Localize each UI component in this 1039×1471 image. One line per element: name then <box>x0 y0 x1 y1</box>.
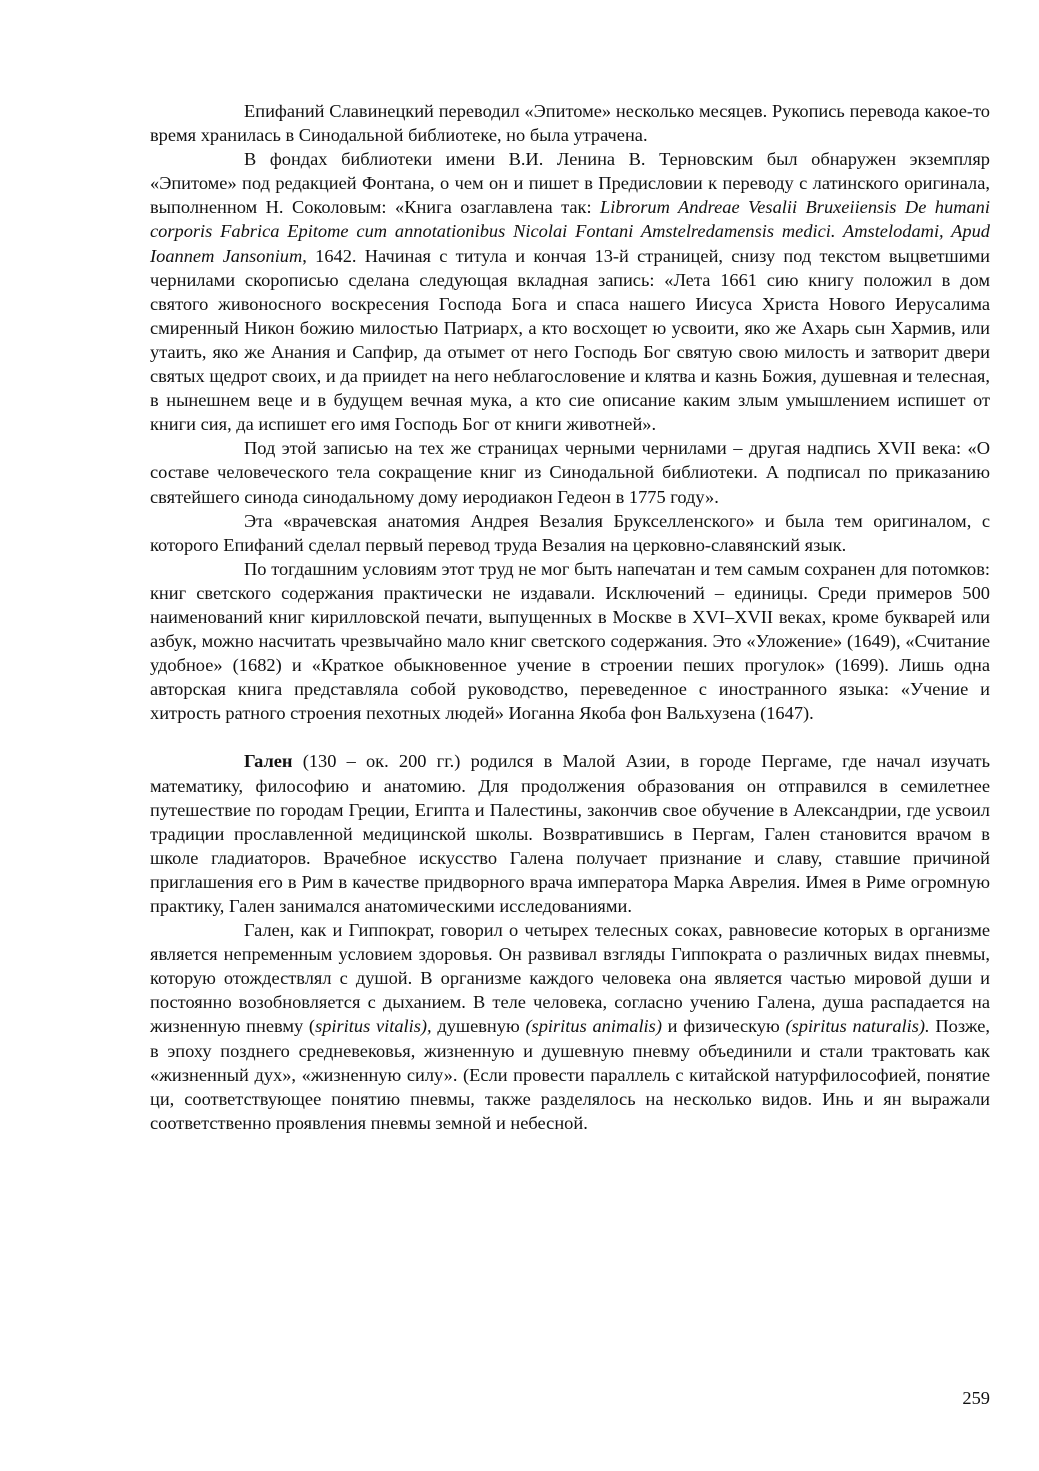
italic-text: Librorum Andreae Vesalii Bruxeiiensis De humani corporis Fabrica Epitome cum annotationibus Nicolai Fontani Amstelredamensis medici. Amstelodami, Apud Ioannem Jansonium <box>150 197 990 266</box>
paragraph <box>150 99 990 147</box>
paragraph <box>150 557 990 726</box>
text-segment: Епифаний Славинецкий переводил «Эпитоме» несколько месяцев. Рукопись перевода какое-то время хранилась в Синодальной библиотеке, но была утрачена. <box>150 101 990 146</box>
italic-text: spiritus vitalis), <box>315 1016 432 1037</box>
term-heading: Гален <box>244 751 293 772</box>
text-segment: душевную <box>431 1016 526 1037</box>
page-number: 259 <box>962 1388 990 1408</box>
italic-text: (spiritus naturalis). <box>785 1016 930 1037</box>
text-segment: (130 – ок. 200 гг.) родился в Малой Азии, в городе Пергаме, где начал изучать математику, философию и анатомию. Для продолжения образования он отправился в семилетнее путешествие по городам Греции, Египта и Палестины, закончив свое обучение в Александрии, где усвоил традиции прославленной медицинской школы. Возвратившись в Пергам, Гален становится врачом в школе гладиаторов. Врачебное искусство Галена получает признание и славу, ставшие причиной приглашения его в Рим в качестве придворного врача императора Марка Аврелия. Имея в Риме огромную практику, Гален занимался анатомическими исследованиями. <box>150 751 990 916</box>
text-segment: Эта «врачевская анатомия Андрея Везалия Брукселленского» и была тем оригиналом, с которого Епифаний сделал первый перевод труда Везалия на церковно-славянский язык. <box>150 510 990 555</box>
paragraph <box>150 918 990 1135</box>
paragraph <box>150 436 990 508</box>
text-segment: и физическую <box>661 1016 786 1037</box>
text-segment: , 1642. Начиная с титула и кончая 13-й страницей, снизу под текстом выцветшими чернилами скорописью сделана следующая вкладная запись: «Лета 1661 сию книгу положил в дом святого живоносного воскресения Господа Бога и спаса нашего Иисуса Христа Нового Иерусалима смиренный Никон божию милостью Патриарх, а кто восхощет ю усвоити, яко же Ахарь сын Хармив, или утаить, яко же Анания и Сапфир, да отымет от него Господь Бог святую свою милость и затворит двери святых щедрот своих, и да приидет на него неблагословение и клятва и казнь Божия, душевная и телесная, в нынешнем веце и в будущем вечная мука, а кто сие описание каким злым умышлением испишет от книги сия, да испишет его имя Господь Бог от книги животней». <box>150 245 990 435</box>
paragraph <box>150 509 990 557</box>
text-segment: По тогдашним условиям этот труд не мог быть напечатан и тем самым сохранен для потомков: книг светского содержания практически не издавали. Исключений – единицы. Среди примеров 500 наименований книг кирилловской печати, выпущенных в Москве в XVI–XVII веках, кроме букварей или азбук, можно насчитать чрезвычайно мало книг светского содержания. Это «Уложение» (1649), «Считание удобное» (1682) и «Краткое обыкновенное учение в строении пеших прогулок» (1699). Лишь одна авторская книга представляла собой руководство, переведенное с иностранного языка: «Учение и хитрость ратного строения пехотных людей» Иоганна Якоба фон Вальхузена (1647). <box>150 558 990 724</box>
italic-text: (spiritus animalis) <box>525 1016 662 1037</box>
paragraph <box>150 147 990 436</box>
text-segment: Позже, в эпоху позднего средневековья, жизненную и душевную пневму объединили и стали трактовать как «жизненный дух», «жизненную силу». (Если провести параллель с китайской натурфилософией, понятие ци, соответствующее понятию пневмы, также разделялось на несколько видов. Инь и ян выражали соответственно проявления пневмы земной и небесной. <box>150 1016 991 1133</box>
paragraph <box>150 749 990 918</box>
document-body <box>150 99 990 1135</box>
text-segment: Под этой записью на тех же страницах черными чернилами – другая надпись XVII века: «О составе человеческого тела сокращение книг из Синодальной библиотеки. А подписал по приказанию святейшего синода синодальному дому иеродиакон Гедеон в 1775 году». <box>150 438 990 507</box>
text-segment: Гален, как и Гиппократ, говорил о четырех телесных соках, равновесие которых в организме является непременным условием здоровья. Он развивал взгляды Гиппократа о различных видах пневмы, которую отождествлял с душой. В организме каждого человека она является частью мировой души и постоянно возобновляется с дыханием. В теле человека, согласно учению Галена, душа распадается на жизненную пневму ( <box>150 920 990 1037</box>
text-segment: В фондах библиотеки имени В.И. Ленина В. Терновским был обнаружен экземпляр «Эпитоме» под редакцией Фонтана, о чем он и пишет в Предисловии к переводу с латинского оригинала, выполненном Н. Соколовым: «Книга озаглавлена так: <box>150 149 990 218</box>
